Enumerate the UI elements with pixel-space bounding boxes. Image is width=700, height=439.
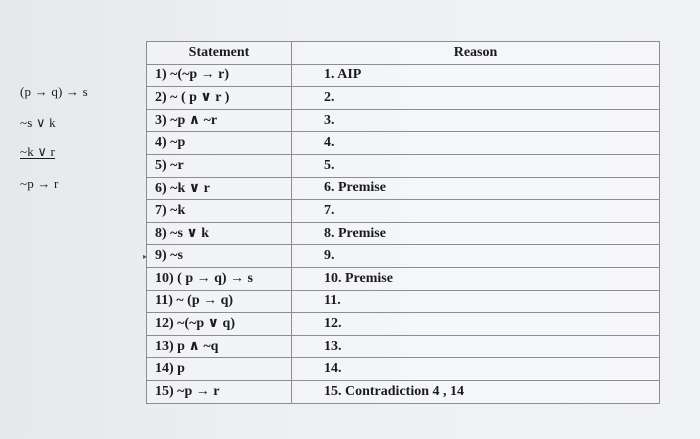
statement-cell: 14) p [147,358,292,381]
reason-header: Reason [292,42,660,65]
reason-cell: 2. [292,87,660,110]
reason-cell: 3. [292,109,660,132]
reason-cell: 7. [292,200,660,223]
statement-cell: 5) ~r [147,154,292,177]
statement-cell: 10) ( p → q) → s [147,267,292,290]
reason-cell: 15. Contradiction 4 , 14 [292,380,660,403]
premise-item: (p → q) → s [20,84,88,99]
table-row [147,313,660,336]
table-row [147,87,660,110]
statement-cell: 6) ~k ∨ r [147,177,292,200]
table-row [147,290,660,313]
reason-cell: 6. Premise [292,177,660,200]
table-row [147,200,660,223]
statement-header: Statement [147,42,292,65]
statement-cell: 13) p ∧ ~q [147,335,292,358]
statement-cell: 12) ~(~p ∨ q) [147,313,292,336]
pointer-icon: ▸ [143,252,148,261]
table-row [147,64,660,87]
table-row [147,222,660,245]
table-row [147,335,660,358]
table-row [147,154,660,177]
premise-item: ~k ∨ r [20,144,56,159]
statement-cell: 2) ~ ( p ∨ r ) [147,87,292,110]
table-row [147,245,660,268]
statement-cell: 3) ~p ∧ ~r [147,109,292,132]
reason-cell: 8. Premise [292,222,660,245]
reason-cell: 11. [292,290,660,313]
table-row [147,380,660,403]
table-row [147,109,660,132]
reason-cell: 5. [292,154,660,177]
statement-cell: 15) ~p → r [147,380,292,403]
statement-cell: 1) ~(~p → r) [147,64,292,87]
reason-cell: 4. [292,132,660,155]
statement-cell: 9) ~s [147,245,292,268]
table-row [147,177,660,200]
table-row [147,358,660,381]
proof-table [146,41,660,404]
reason-cell: 12. [292,313,660,336]
reason-cell: 9. [292,245,660,268]
table-row [147,267,660,290]
reason-cell: 10. Premise [292,267,660,290]
reason-cell: 13. [292,335,660,358]
premise-item: ~s ∨ k [20,115,56,130]
table-row [147,132,660,155]
statement-cell: 4) ~p [147,132,292,155]
statement-cell: 11) ~ (p → q) [147,290,292,313]
reason-cell: 1. AIP [292,64,660,87]
premise-item: ~p → r [20,176,59,191]
table-header-row [147,42,660,65]
statement-cell: 8) ~s ∨ k [147,222,292,245]
statement-cell: 7) ~k [147,200,292,223]
reason-cell: 14. [292,358,660,381]
